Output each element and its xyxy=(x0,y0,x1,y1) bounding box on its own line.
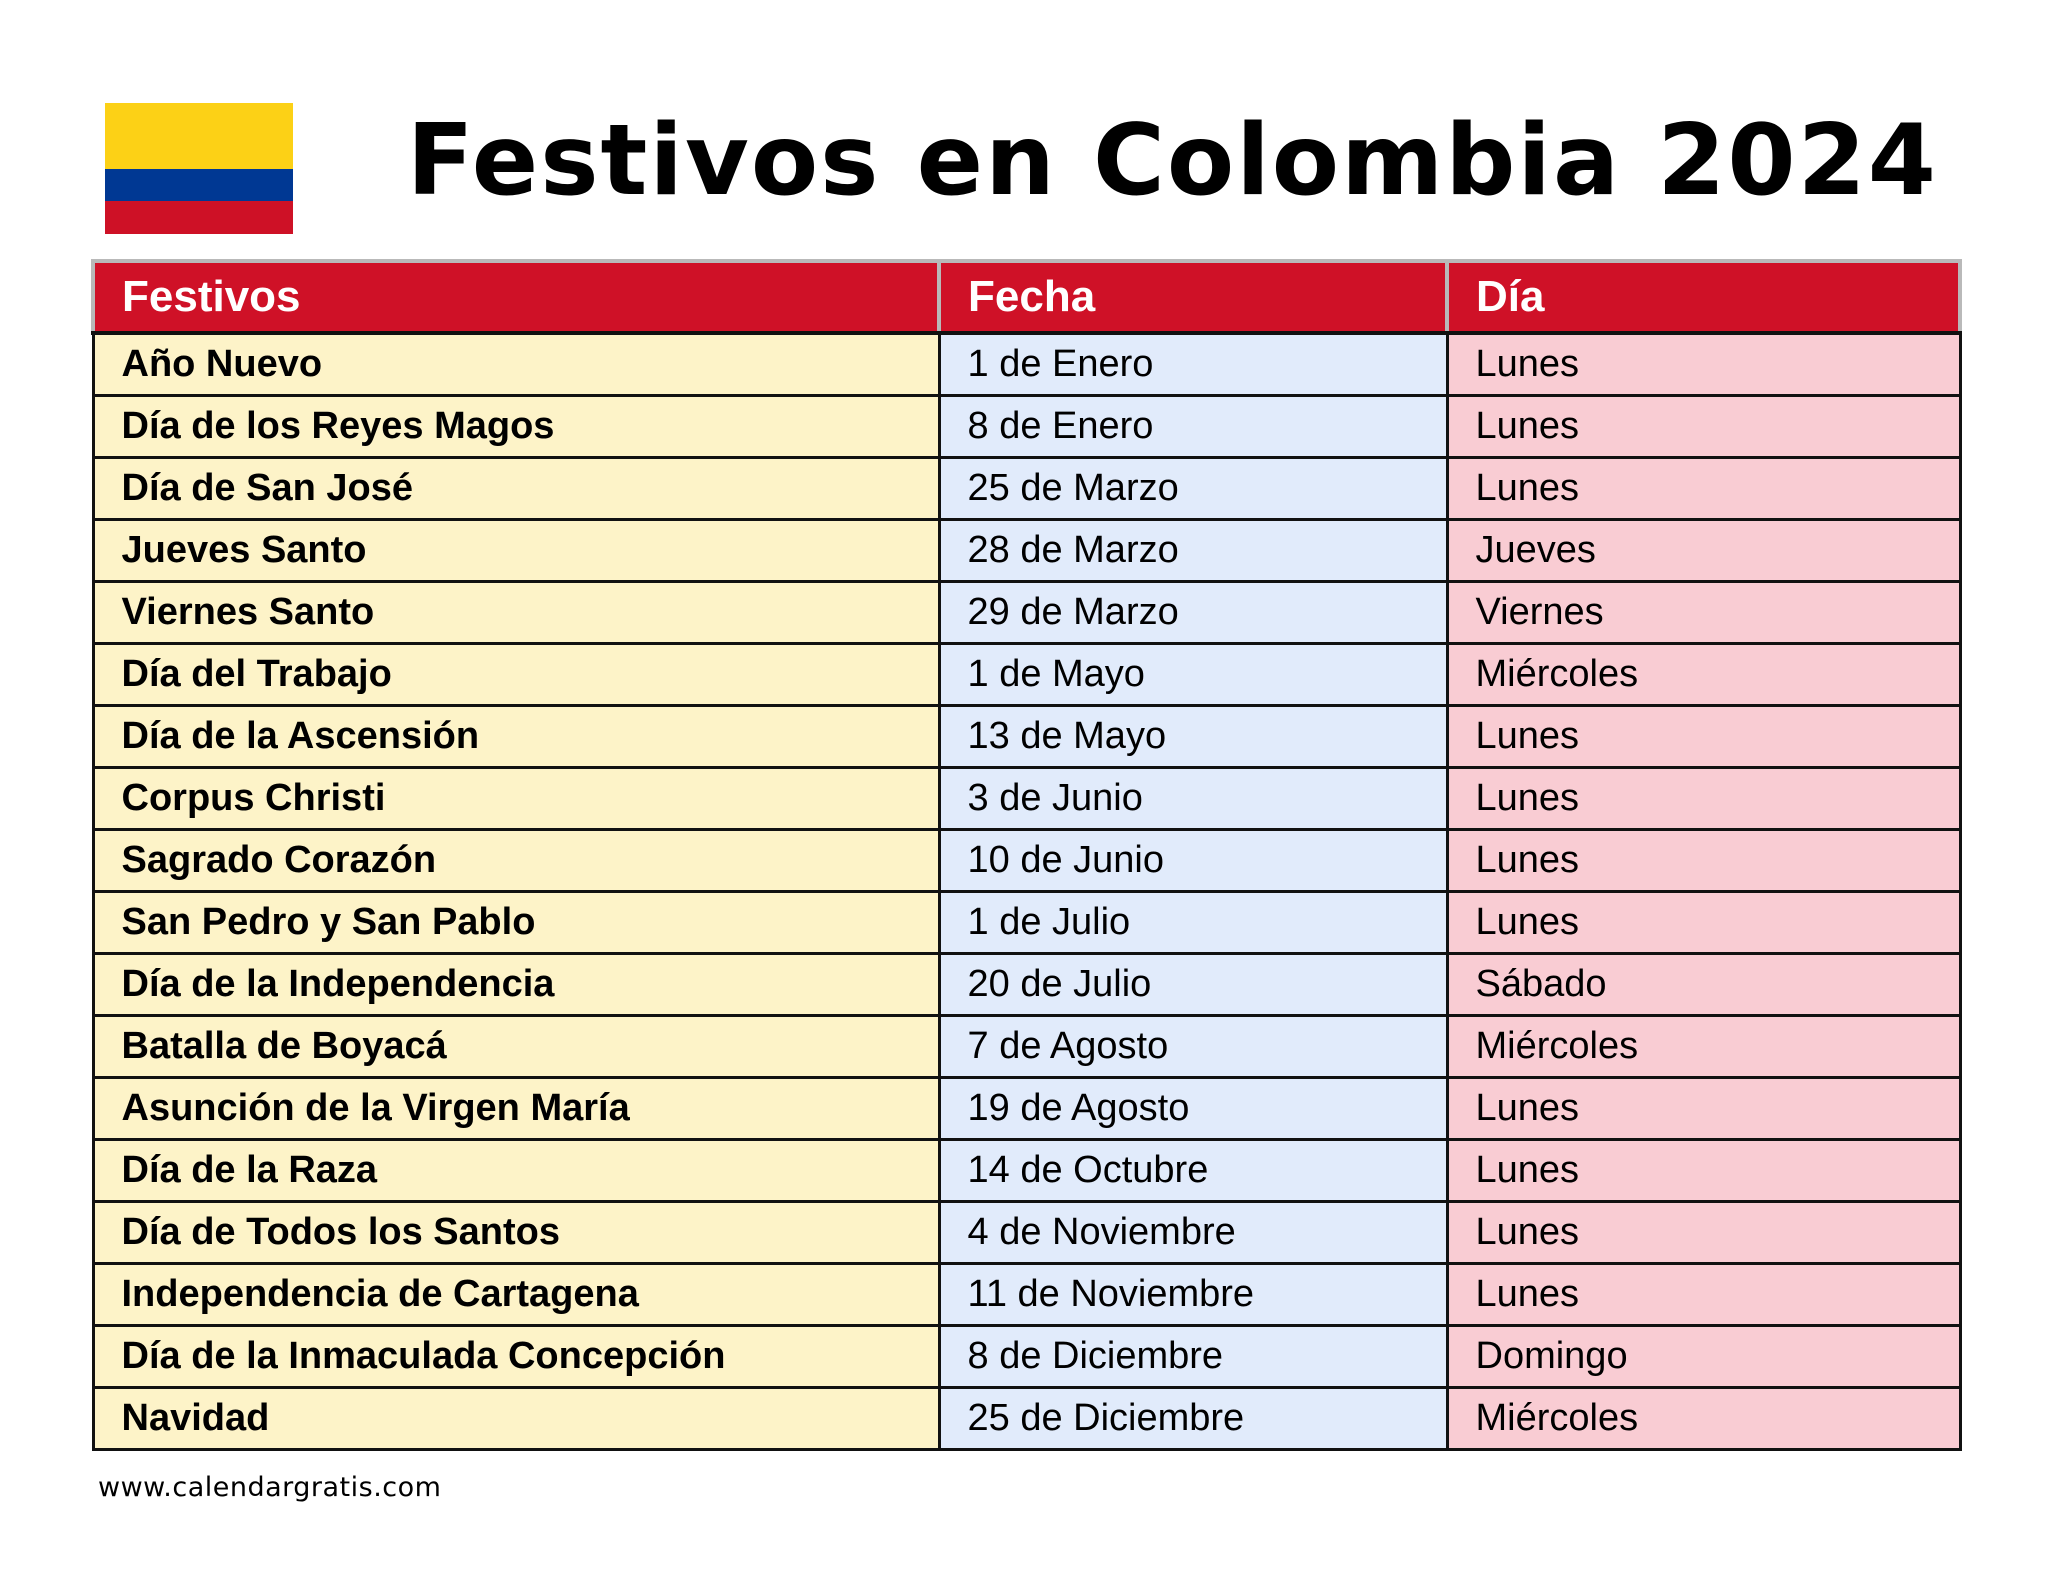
holiday-weekday-cell: Lunes xyxy=(1447,891,1960,953)
holiday-weekday-cell: Lunes xyxy=(1447,395,1960,457)
table-row xyxy=(93,457,1960,519)
holiday-weekday-cell: Lunes xyxy=(1447,767,1960,829)
holiday-name-cell: Día de la Ascensión xyxy=(93,705,939,767)
table-row xyxy=(93,891,1960,953)
holiday-weekday-cell: Sábado xyxy=(1447,953,1960,1015)
colombia-flag-icon xyxy=(105,103,293,234)
footer-website-url: www.calendargratis.com xyxy=(98,1472,442,1503)
table-row xyxy=(93,1387,1960,1449)
holiday-weekday-cell: Viernes xyxy=(1447,581,1960,643)
holiday-weekday-cell: Lunes xyxy=(1447,1201,1960,1263)
holiday-date-cell: 1 de Enero xyxy=(939,333,1447,395)
holiday-name-cell: Día de la Raza xyxy=(93,1139,939,1201)
flag-stripe-yellow xyxy=(105,103,293,169)
holiday-name-cell: Navidad xyxy=(93,1387,939,1449)
holiday-date-cell: 29 de Marzo xyxy=(939,581,1447,643)
holiday-weekday-cell: Lunes xyxy=(1447,1077,1960,1139)
holiday-name-cell: Día de la Inmaculada Concepción xyxy=(93,1325,939,1387)
table-row xyxy=(93,705,1960,767)
table-row xyxy=(93,953,1960,1015)
holiday-date-cell: 8 de Diciembre xyxy=(939,1325,1447,1387)
holiday-name-cell: Día de Todos los Santos xyxy=(93,1201,939,1263)
holiday-weekday-cell: Lunes xyxy=(1447,1263,1960,1325)
table-row xyxy=(93,1015,1960,1077)
holiday-date-cell: 1 de Julio xyxy=(939,891,1447,953)
holiday-date-cell: 10 de Junio xyxy=(939,829,1447,891)
table-row xyxy=(93,333,1960,395)
table-row xyxy=(93,395,1960,457)
table-row xyxy=(93,1139,1960,1201)
page-title: Festivos en Colombia 2024 xyxy=(406,104,1938,218)
header-dia: Día xyxy=(1447,261,1960,333)
holiday-weekday-cell: Jueves xyxy=(1447,519,1960,581)
holiday-name-cell: Día de los Reyes Magos xyxy=(93,395,939,457)
table-body xyxy=(93,333,1960,1449)
header-fecha: Fecha xyxy=(939,261,1447,333)
holiday-name-cell: Día de San José xyxy=(93,457,939,519)
holiday-name-cell: Día de la Independencia xyxy=(93,953,939,1015)
table-row xyxy=(93,1263,1960,1325)
holiday-weekday-cell: Miércoles xyxy=(1447,1387,1960,1449)
holidays-table xyxy=(91,259,1962,1451)
holiday-weekday-cell: Lunes xyxy=(1447,705,1960,767)
table-row xyxy=(93,519,1960,581)
holiday-date-cell: 1 de Mayo xyxy=(939,643,1447,705)
holiday-name-cell: Año Nuevo xyxy=(93,333,939,395)
holiday-name-cell: Viernes Santo xyxy=(93,581,939,643)
holiday-date-cell: 7 de Agosto xyxy=(939,1015,1447,1077)
holiday-date-cell: 25 de Marzo xyxy=(939,457,1447,519)
table-header-row xyxy=(93,261,1960,333)
flag-stripe-blue xyxy=(105,169,293,202)
holiday-name-cell: San Pedro y San Pablo xyxy=(93,891,939,953)
table-row xyxy=(93,643,1960,705)
table-row xyxy=(93,1325,1960,1387)
table-row xyxy=(93,829,1960,891)
flag-stripe-red xyxy=(105,201,293,234)
header-festivos: Festivos xyxy=(93,261,939,333)
holiday-date-cell: 20 de Julio xyxy=(939,953,1447,1015)
holiday-date-cell: 25 de Diciembre xyxy=(939,1387,1447,1449)
holiday-name-cell: Sagrado Corazón xyxy=(93,829,939,891)
holiday-weekday-cell: Lunes xyxy=(1447,457,1960,519)
holiday-name-cell: Asunción de la Virgen María xyxy=(93,1077,939,1139)
holiday-date-cell: 13 de Mayo xyxy=(939,705,1447,767)
holiday-weekday-cell: Domingo xyxy=(1447,1325,1960,1387)
holiday-weekday-cell: Miércoles xyxy=(1447,643,1960,705)
holiday-name-cell: Corpus Christi xyxy=(93,767,939,829)
holiday-weekday-cell: Lunes xyxy=(1447,1139,1960,1201)
holiday-name-cell: Jueves Santo xyxy=(93,519,939,581)
holiday-date-cell: 3 de Junio xyxy=(939,767,1447,829)
table-row xyxy=(93,581,1960,643)
table-row xyxy=(93,1201,1960,1263)
holiday-name-cell: Independencia de Cartagena xyxy=(93,1263,939,1325)
holiday-date-cell: 28 de Marzo xyxy=(939,519,1447,581)
holiday-date-cell: 14 de Octubre xyxy=(939,1139,1447,1201)
holiday-name-cell: Batalla de Boyacá xyxy=(93,1015,939,1077)
holiday-date-cell: 19 de Agosto xyxy=(939,1077,1447,1139)
holiday-name-cell: Día del Trabajo xyxy=(93,643,939,705)
table-row xyxy=(93,1077,1960,1139)
holiday-date-cell: 11 de Noviembre xyxy=(939,1263,1447,1325)
holiday-weekday-cell: Miércoles xyxy=(1447,1015,1960,1077)
holiday-date-cell: 8 de Enero xyxy=(939,395,1447,457)
holiday-date-cell: 4 de Noviembre xyxy=(939,1201,1447,1263)
table-row xyxy=(93,767,1960,829)
holiday-weekday-cell: Lunes xyxy=(1447,333,1960,395)
holiday-weekday-cell: Lunes xyxy=(1447,829,1960,891)
